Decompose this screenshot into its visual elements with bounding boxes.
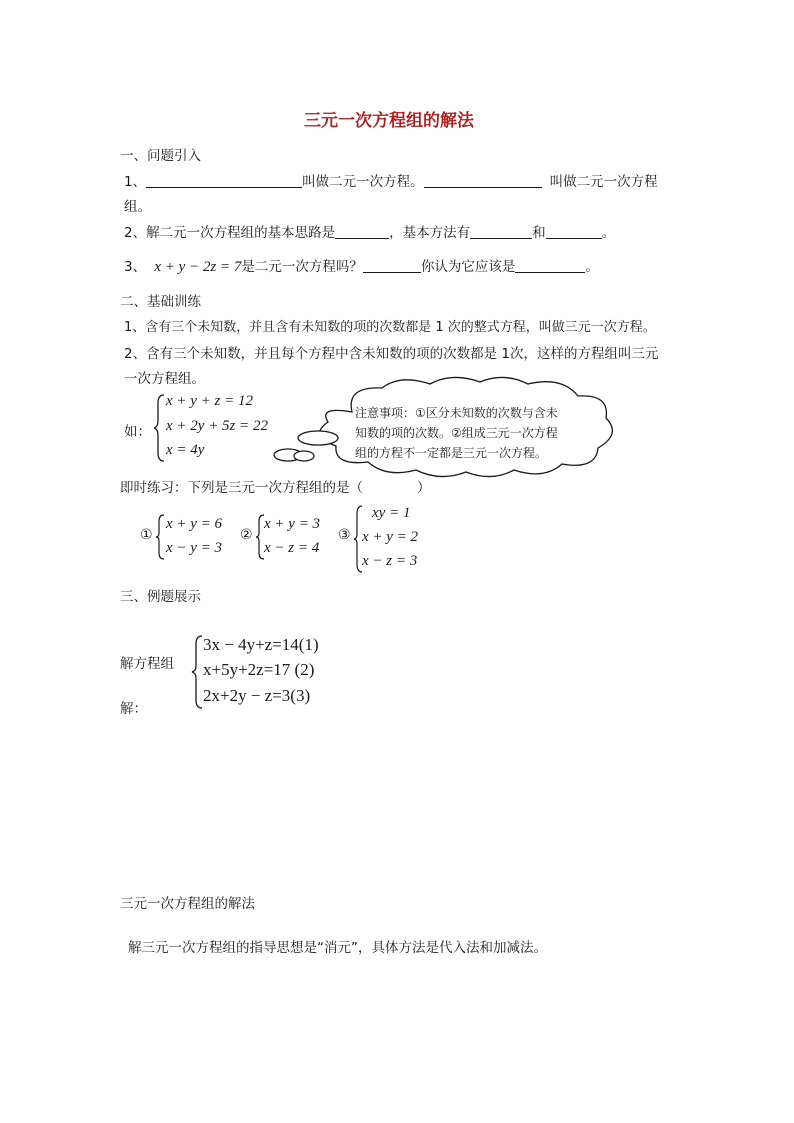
option-3-eq-1: xy = 1 — [372, 505, 411, 521]
note-line-3: 组的方程不一定都是三元一次方程。 — [355, 446, 548, 460]
example-equation-1: x + y + z = 12 — [166, 393, 254, 409]
q2-text-b: ，基本方法有 — [389, 225, 471, 241]
left-brace — [154, 513, 166, 561]
example-equation-1: 3x − 4y+z=14(1) — [203, 635, 319, 654]
answer-blank — [363, 258, 421, 273]
q3-text-b: 你认为它应该是 — [420, 259, 516, 275]
example-equation-3: 2x+2y − z=3(3) — [203, 686, 311, 705]
q2-text-c: 和 — [532, 225, 546, 241]
q2-end: 。 — [601, 225, 616, 241]
answer-blank — [546, 224, 602, 239]
page-title: 三元一次方程组的解法 — [304, 111, 474, 131]
option-3-mark: ③ — [338, 527, 351, 543]
example-label: 如： — [124, 424, 151, 440]
answer-label: 解： — [120, 701, 147, 717]
section-heading-2: 二、基础训练 — [120, 294, 201, 310]
option-3-eq-3: x − z = 3 — [362, 553, 418, 569]
q1-number: 1、 — [124, 174, 147, 190]
summary-text: 解三元一次方程组的指导思想是“消元”，具体方法是代入法和加减法。 — [128, 940, 547, 956]
answer-blank — [515, 258, 585, 273]
q2-text: 2、解二元一次方程组的基本思路是 — [124, 225, 336, 241]
q3-end: 。 — [585, 259, 599, 275]
answer-blank — [424, 173, 542, 188]
q3-text-a: 是二元一次方程吗？ — [241, 259, 363, 275]
solve-label: 解方程组 — [120, 656, 174, 672]
option-1-mark: ① — [140, 527, 153, 543]
section-heading-1: 一、问题引入 — [120, 148, 201, 164]
practice-question: 即时练习：下列是三元一次方程组的是（ ） — [120, 480, 431, 496]
q1-text-b: 叫做二元一次方程 — [549, 174, 658, 190]
left-brace — [152, 393, 166, 463]
option-2-eq-2: x − z = 4 — [264, 540, 320, 556]
summary-heading: 三元一次方程组的解法 — [120, 896, 255, 912]
q3-equation: x + y − 2z = 7 — [154, 259, 242, 275]
definition-2-line2: 一次方程组。 — [124, 371, 205, 387]
left-brace — [190, 634, 204, 710]
answer-blank — [146, 173, 302, 188]
question-3-line — [124, 255, 599, 276]
example-equation-2: x+5y+2z=17 (2) — [203, 660, 315, 679]
answer-blank — [470, 224, 532, 239]
option-2-mark: ② — [240, 527, 253, 543]
answer-blank — [335, 224, 389, 239]
option-3-eq-2: x + y = 2 — [362, 529, 419, 545]
note-line-1: 注意事项：①区分未知数的次数与含未 — [355, 406, 558, 420]
example-equation-3: x = 4y — [166, 442, 205, 458]
option-2-eq-1: x + y = 3 — [264, 516, 321, 532]
q1-text-a: 叫做二元一次方程。 — [302, 174, 424, 190]
q1-text-c: 组。 — [124, 199, 151, 215]
example-equation-2: x + 2y + 5z = 22 — [166, 418, 269, 434]
section-heading-3: 三、例题展示 — [120, 589, 201, 605]
option-1-eq-1: x + y = 6 — [166, 516, 223, 532]
question-2-line — [124, 221, 615, 241]
note-line-2: 知数的项的次数。②组成三元一次方程 — [355, 426, 558, 440]
question-1-line — [124, 170, 658, 190]
q3-number: 3、 — [124, 259, 147, 275]
definition-2-line1: 2、含有三个未知数，并且每个方程中含未知数的项的次数都是 1次，这样的方程组叫三元 — [124, 346, 659, 362]
definition-1: 1、含有三个未知数，并且含有未知数的项的次数都是 1 次的整式方程，叫做三元一次方程。 — [124, 320, 656, 335]
option-1-eq-2: x − y = 3 — [166, 540, 223, 556]
